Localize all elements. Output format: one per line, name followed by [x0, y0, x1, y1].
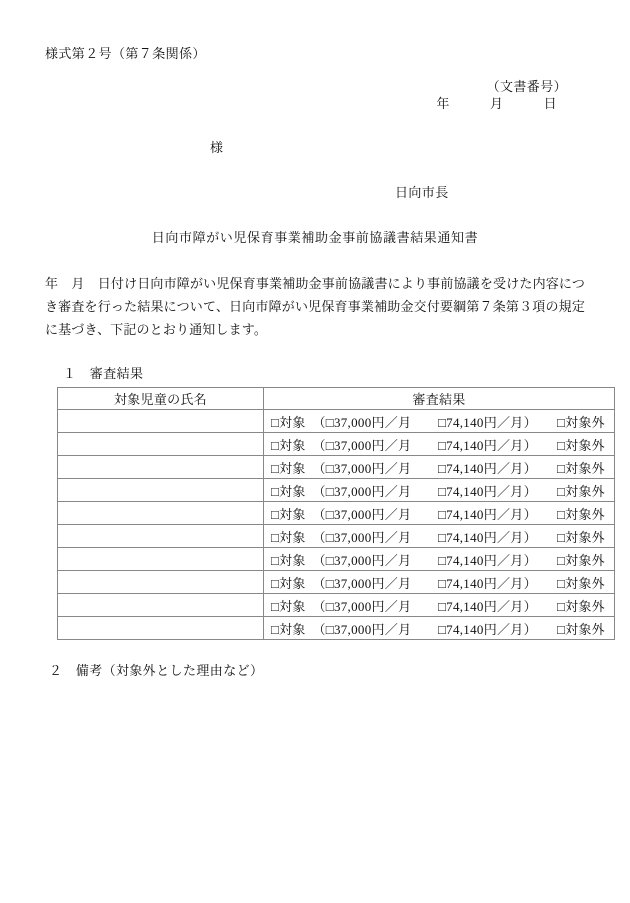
cell-child-name[interactable] — [58, 456, 264, 479]
table-row — [58, 479, 615, 502]
table-row — [58, 617, 615, 640]
cell-result-checkboxes[interactable]: □対象 （□37,000円／月 □74,140円／月） □対象外 — [264, 502, 615, 525]
cell-result-checkboxes[interactable]: □対象 （□37,000円／月 □74,140円／月） □対象外 — [264, 433, 615, 456]
cell-child-name[interactable] — [58, 502, 264, 525]
body-text: 日付け日向市障がい児保育事業補助金事前協議書により事前協議を受けた内容につき審査を行った結果について、日向市障がい児保育事業補助金交付要綱第７条第３項の規定に基づき、下記のとおり通知します。 — [45, 275, 585, 337]
page-title: 日向市障がい児保育事業補助金事前協議書結果通知書 — [151, 229, 479, 245]
result-table — [57, 387, 615, 640]
table-body — [58, 410, 615, 640]
cell-result-checkboxes[interactable]: □対象 （□37,000円／月 □74,140円／月） □対象外 — [264, 456, 615, 479]
document-content — [45, 0, 606, 679]
cell-child-name[interactable] — [58, 594, 264, 617]
body-paragraph — [45, 272, 585, 341]
issuer-name: 日向市長 — [395, 184, 449, 200]
cell-result-checkboxes[interactable]: □対象 （□37,000円／月 □74,140円／月） □対象外 — [264, 594, 615, 617]
cell-result-checkboxes[interactable]: □対象 （□37,000円／月 □74,140円／月） □対象外 — [264, 479, 615, 502]
cell-child-name[interactable] — [58, 525, 264, 548]
section-heading-remarks: ２ 備考（対象外とした理由など） — [49, 663, 264, 679]
table-row — [58, 410, 615, 433]
document-number-label: （文書番号） — [486, 78, 567, 94]
cell-result-checkboxes[interactable]: □対象 （□37,000円／月 □74,140円／月） □対象外 — [264, 571, 615, 594]
cell-child-name[interactable] — [58, 571, 264, 594]
body-date-blank: 年 月 — [45, 275, 98, 291]
cell-child-name[interactable] — [58, 410, 264, 433]
cell-result-checkboxes[interactable]: □対象 （□37,000円／月 □74,140円／月） □対象外 — [264, 410, 615, 433]
column-header-child-name: 対象児童の氏名 — [58, 388, 264, 410]
table-row — [58, 456, 615, 479]
form-number: 様式第２号（第７条関係） — [45, 46, 206, 61]
table-row — [58, 502, 615, 525]
cell-result-checkboxes[interactable]: □対象 （□37,000円／月 □74,140円／月） □対象外 — [264, 525, 615, 548]
section-heading-result: １ 審査結果 — [63, 366, 144, 382]
cell-child-name[interactable] — [58, 548, 264, 571]
document-date-line: 年 月 日 — [436, 96, 557, 112]
cell-result-checkboxes[interactable]: □対象 （□37,000円／月 □74,140円／月） □対象外 — [264, 548, 615, 571]
table-row — [58, 525, 615, 548]
column-header-result: 審査結果 — [264, 388, 615, 410]
table-row — [58, 594, 615, 617]
addressee-line: 様 — [210, 139, 224, 155]
cell-result-checkboxes[interactable]: □対象 （□37,000円／月 □74,140円／月） □対象外 — [264, 617, 615, 640]
table-row — [58, 571, 615, 594]
table-row — [58, 548, 615, 571]
cell-child-name[interactable] — [58, 479, 264, 502]
cell-child-name[interactable] — [58, 433, 264, 456]
table-header-row — [58, 388, 615, 410]
cell-child-name[interactable] — [58, 617, 264, 640]
table-row — [58, 433, 615, 456]
